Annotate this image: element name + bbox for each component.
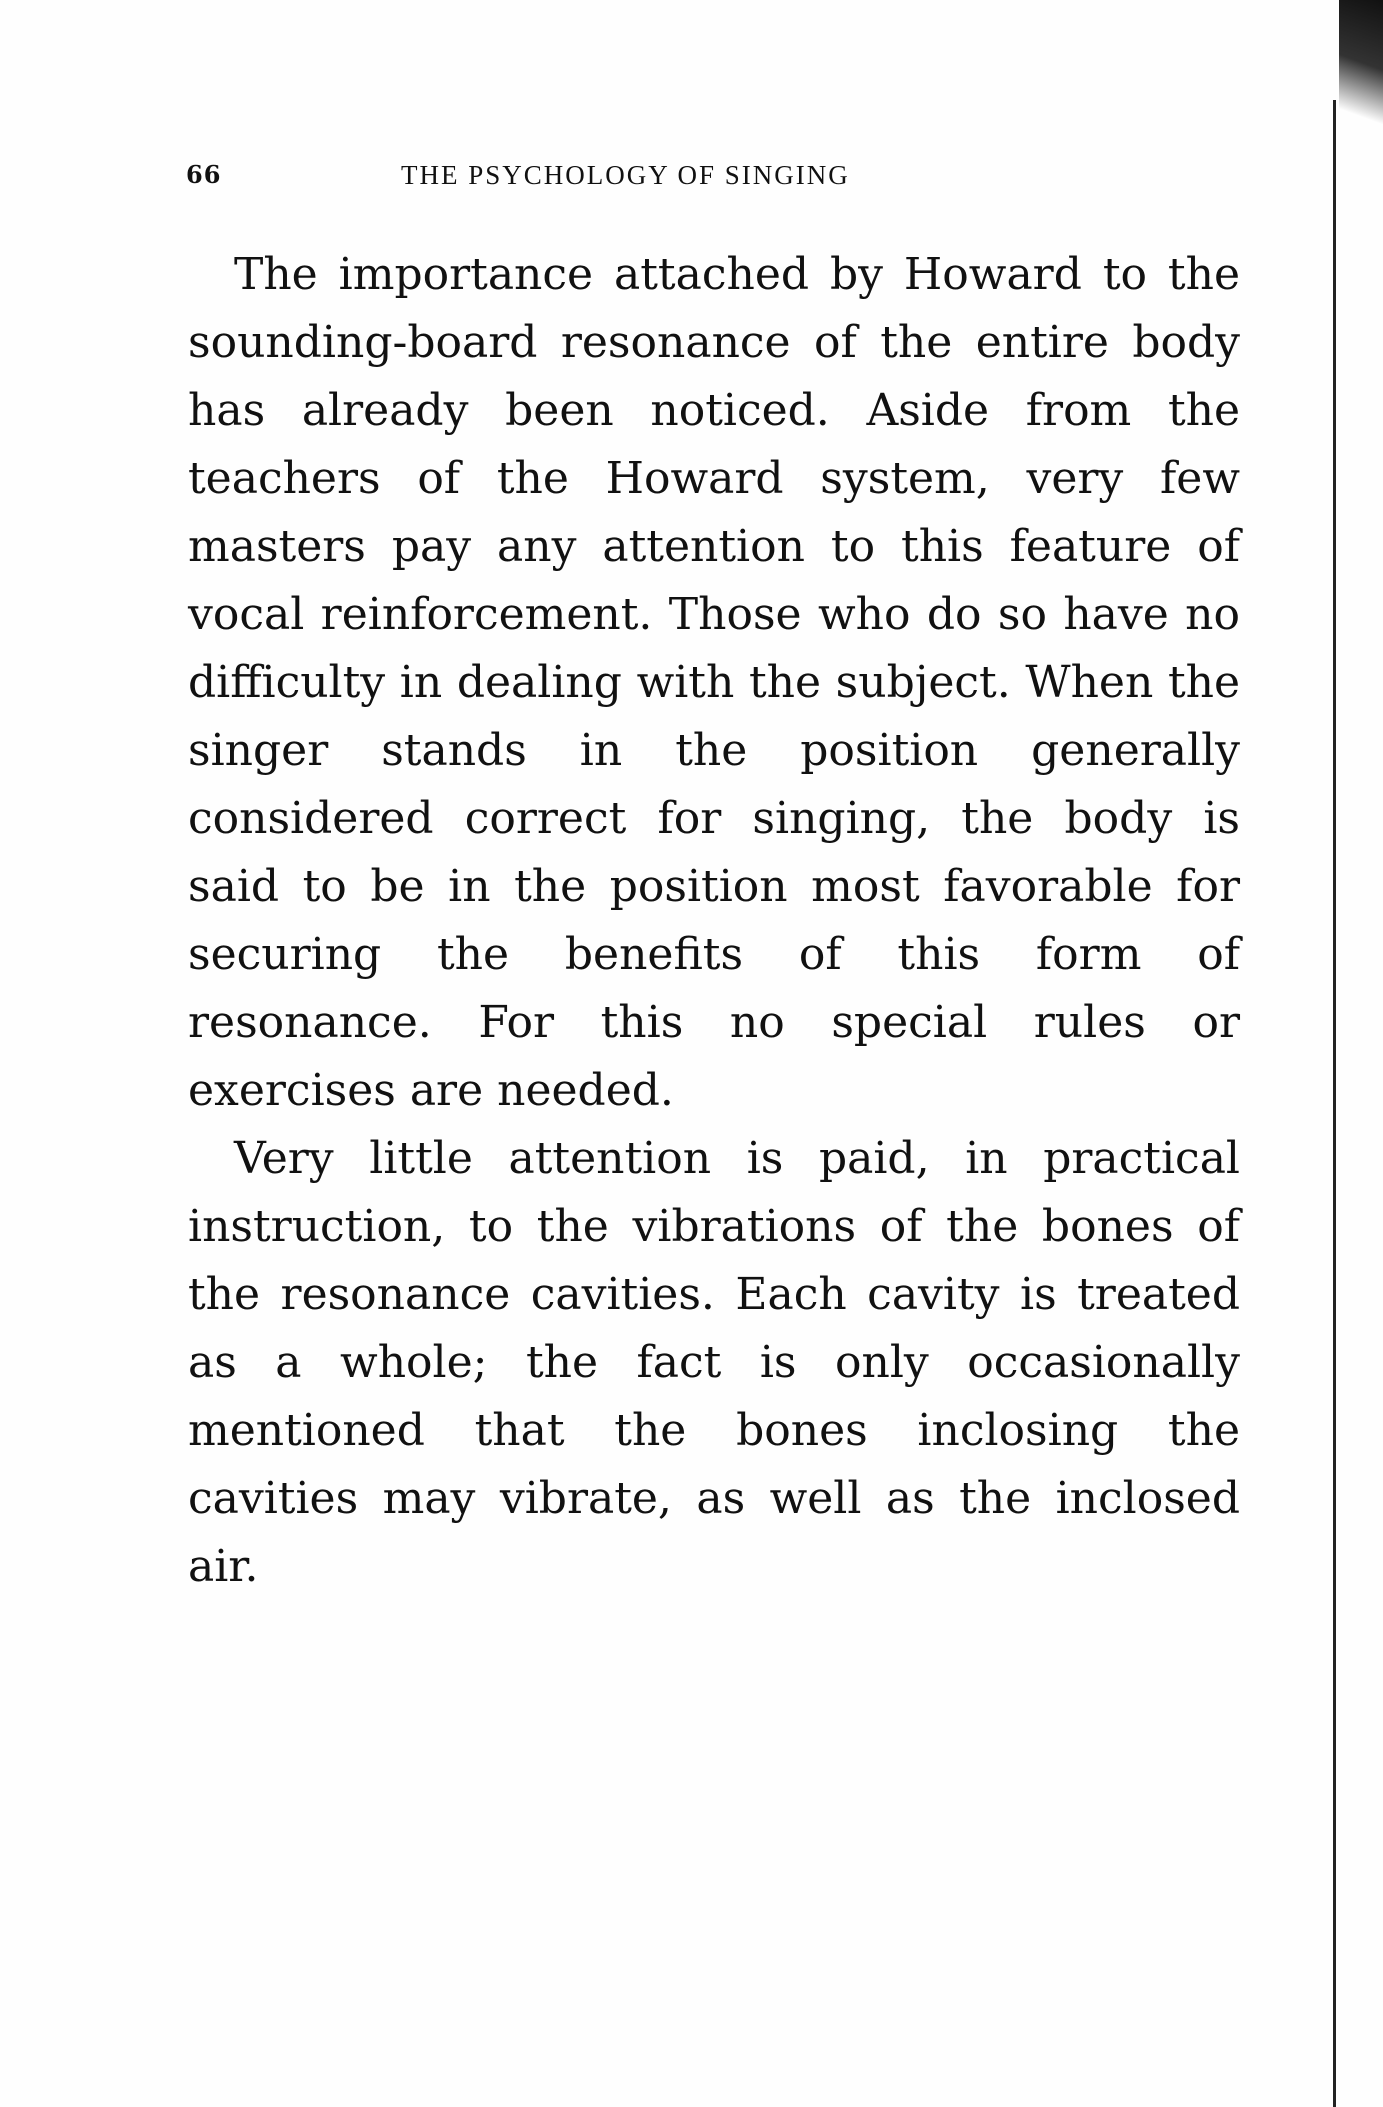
running-title: THE PSYCHOLOGY OF SINGING [401,160,850,190]
running-head [186,160,1016,200]
binding-line [1333,100,1336,2107]
binding-shadow [1339,0,1383,140]
body-text [188,241,1240,1601]
page-binding-edge [1323,0,1383,2107]
page-number: 66 [186,160,222,189]
paragraph-1: The importance attached by Howard to the sounding-board resonance of the entire body has already been noticed. Aside from the teachers of the Howard system, very few masters pay any attention to this feature of vocal reinforcement. Those who do so have no difficulty in dealing with the subject. When the singer stands in the position generally considered correct for singing, the body is said to be in the position most favorable for securing the benefits of this form of resonance. For this no special rules or exercises are needed. [188,249,1240,1116]
paragraph-2: Very little attention is paid, in practical instruction, to the vibrations of the bones of the resonance cavities. Each cavity is treated as a whole; the fact is only occasionally mentioned that the bones inclosing the cavities may vibrate, as well as the inclosed air. [188,1133,1240,1592]
